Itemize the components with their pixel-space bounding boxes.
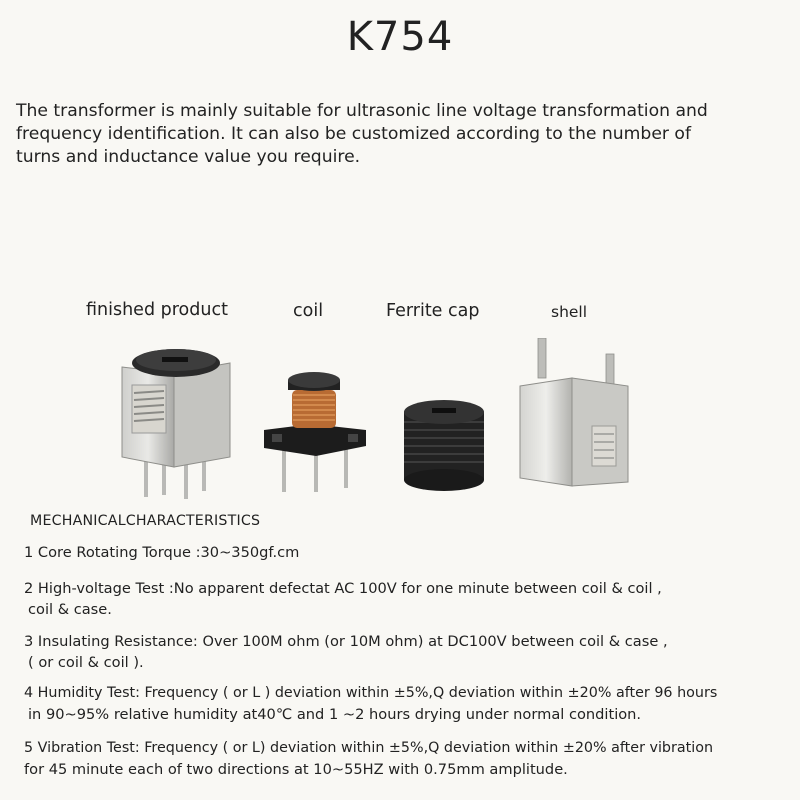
specs-heading: MECHANICALCHARACTERISTICS bbox=[30, 513, 261, 529]
page-title: K754 bbox=[346, 14, 454, 60]
intro-line-3: turns and inductance value you require. bbox=[16, 147, 361, 167]
spec-item-3-line-1: 3 Insulating Resistance: Over 100M ohm (or 10M ohm) at DC100V between coil & case , bbox=[24, 633, 668, 650]
spec-item-3-line-2: ( or coil & coil ). bbox=[28, 654, 144, 671]
spec-item-1-line-1: 1 Core Rotating Torque :30~350gf.cm bbox=[24, 544, 300, 561]
spec-item-2-line-2: coil & case. bbox=[28, 601, 112, 618]
label-ferrite-cap: Ferrite cap bbox=[386, 301, 480, 321]
spec-item-4-line-2: in 90~95% relative humidity at40℃ and 1 ~2 hours drying under normal condition. bbox=[28, 706, 642, 723]
intro-paragraph bbox=[16, 100, 786, 169]
spec-item-4-line-1: 4 Humidity Test: Frequency ( or L ) deviation within ±5%,Q deviation within ±20% after 96 hours bbox=[24, 685, 718, 701]
intro-line-1: The transformer is mainly suitable for ultrasonic line voltage transformation and bbox=[16, 101, 708, 121]
label-coil: coil bbox=[293, 301, 324, 321]
spec-item-2-line-1: 2 High-voltage Test :No apparent defectat AC 100V for one minute between coil & coil , bbox=[24, 580, 662, 597]
intro-line-2: frequency identification. It can also be customized according to the number of bbox=[16, 124, 691, 144]
coil-image bbox=[260, 368, 372, 498]
spec-item-5-line-2: for 45 minute each of two directions at 10~55HZ with 0.75mm amplitude. bbox=[24, 761, 568, 778]
finished-product-image bbox=[118, 345, 238, 505]
label-shell: shell bbox=[551, 303, 588, 321]
shell-image bbox=[512, 338, 638, 500]
label-finished-product: finished product bbox=[86, 300, 228, 320]
ferrite-cap-image bbox=[398, 398, 492, 494]
spec-item-5-line-1: 5 Vibration Test: Frequency ( or L) deviation within ±5%,Q deviation within ±20% after vibration bbox=[24, 740, 714, 756]
